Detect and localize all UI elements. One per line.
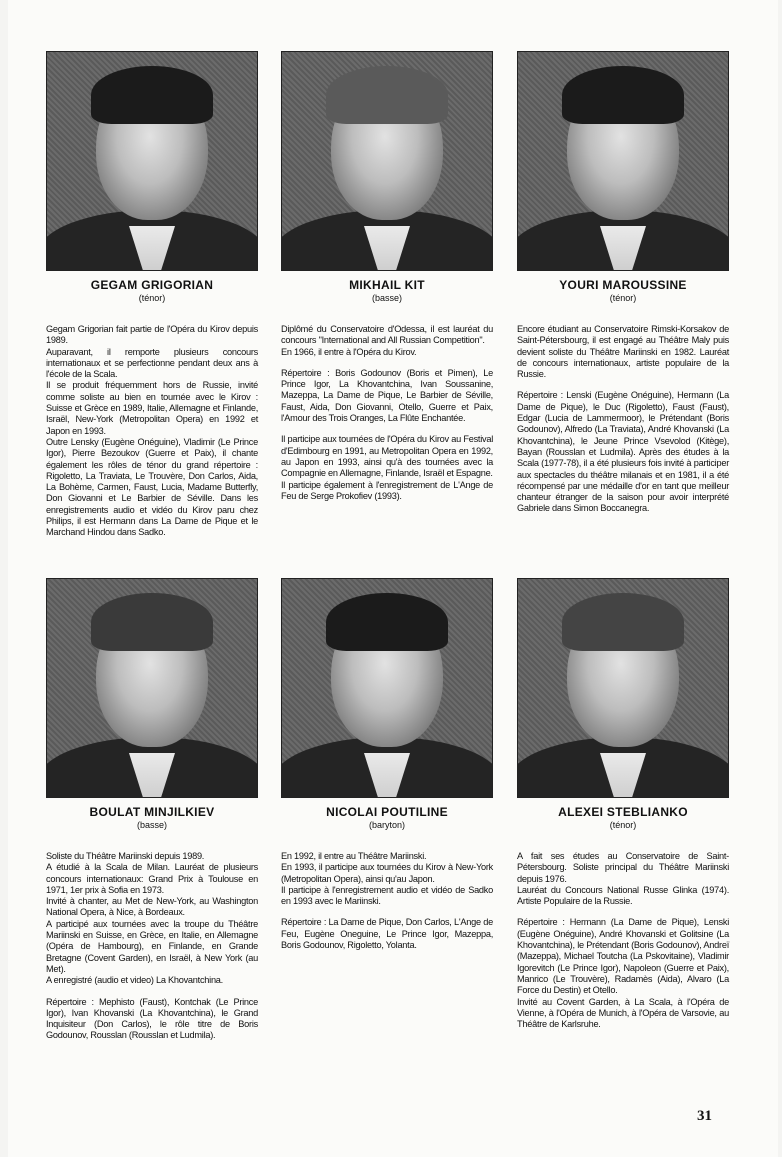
artist-card-minjilkiev — [46, 578, 258, 1042]
artist-card-grigorian — [46, 51, 258, 539]
portrait-photo — [517, 51, 729, 271]
bio-paragraph: En 1966, il entre à l'Opéra du Kirov. — [281, 346, 417, 357]
portrait-photo — [46, 578, 258, 798]
bio-paragraph: Invité au Covent Garden, à La Scala, à l'Opéra de Vienne, à l'Opéra de Munich, à l'Opéra de Varsovie, au Théâtre de Karlsruhe. — [517, 996, 729, 1030]
bio-paragraph: Répertoire : Boris Godounov (Boris et Pimen), Le Prince Igor, La Khovantchina, Ivan Soussanine, Mazeppa, La Dame de Pique, Le Barbier de Séville, Faust, Aida, Don Giovanni, Otello, Guerre et Paix, l'Amour des Trois Oranges, La Flûte Enchantée. — [281, 367, 493, 424]
portrait-photo — [281, 578, 493, 798]
artist-name: GEGAM GRIGORIAN — [90, 278, 214, 292]
artist-name: BOULAT MINJILKIEV — [89, 805, 215, 819]
voice-type: (ténor) — [138, 293, 166, 303]
artist-name: ALEXEI STEBLIANKO — [558, 805, 688, 819]
bio-paragraph: Répertoire : Hermann (La Dame de Pique), Lenski (Eugène Onéguine), André Khovanski et Golitsine (La Khovantchina), le Prétendant (Boris Godounov), Andreï (Mazeppa), Michael Toutcha (La Pskovitaine), Vladimir Igorevitch (Le Prince Igor), Napoleon (Guerre et Paix), Manrico (Le Trouvère), Radamès (Aida), Alvaro (La Force du Destin) et Otello. — [517, 917, 729, 996]
bio-paragraph: Répertoire : Mephisto (Faust), Kontchak (Le Prince Igor), Ivan Khovanski (La Khovantchina), le Grand Inquisiteur (Don Carlos), le rôle titre de Boris Godounov, Rousslan (Rousslan et Ludmila). — [46, 996, 258, 1041]
bio-paragraph: Répertoire : La Dame de Pique, Don Carlos, L'Ange de Feu, Eugène Oneguine, Le Prince Igor, Mazeppa, Boris Godounov, Rigoletto, Yolanta. — [281, 917, 493, 951]
voice-type: (baryton) — [368, 820, 405, 830]
artist-bio — [281, 324, 493, 502]
artist-bio — [281, 851, 493, 951]
bio-paragraph: Répertoire : Lenski (Eugène Onéguine), Hermann (La Dame de Pique), le Duc (Rigoletto), Faust (Faust), Edgar (Lucia de Lammermoor), le Prétendant (Boris Godounov), Alfredo (La Traviata), André Khovanski (La Khovantchina), le Jeune Prince Vsevolod (Kitège), Bayan (Rousslan et Ludmila). Après des études à la Scala (1977-78), il a été plusieurs fois invité à participer aux spectacles du théâtre milanais et en 1981, il a été récompensé par une médaille d'or en tant que meilleur chanteur étranger de la saison pour avoir interprété Gabriele dans Simon Boccanegra. — [517, 390, 729, 514]
portrait-photo — [281, 51, 493, 271]
artist-name: YOURI MAROUSSINE — [559, 278, 687, 292]
page-number: 31 — [697, 1108, 712, 1124]
artist-bio — [517, 851, 729, 1030]
artist-name: MIKHAIL KIT — [349, 278, 425, 292]
voice-type: (ténor) — [609, 293, 637, 303]
bio-paragraph: Auparavant, il remporte plusieurs concours internationaux et se perfectionne pendant deux ans à l'école de la Scala. — [46, 346, 258, 380]
bio-paragraph: Gegam Grigorian fait partie de l'Opéra du Kirov depuis 1989. — [46, 324, 258, 346]
artist-bio — [46, 324, 258, 539]
bio-paragraph: A enregistré (audio et video) La Khovantchina. — [46, 975, 223, 986]
artist-bio — [46, 851, 258, 1042]
artist-card-maroussine — [517, 51, 729, 515]
bio-paragraph: Diplômé du Conservatoire d'Odessa, il est lauréat du concours "International and All Russian Competition". — [281, 324, 493, 346]
bio-paragraph: Il se produit fréquemment hors de Russie, invité comme soliste au bien en tournée avec le Kirov : Suisse et Grèce en 1989, Italie, Allemagne et Finlande, Israël, New-York (Metropolitan Opera) en 1992 et Japon en 1993. — [46, 380, 258, 436]
bio-paragraph: En 1992, il entre au Théâtre Mariinski. — [281, 851, 427, 861]
artist-bio — [517, 324, 729, 515]
bio-paragraph: A fait ses études au Conservatoire de Saint-Pétersbourg. Soliste principal du Théâtre Mariinski depuis 1976. — [517, 851, 729, 884]
bio-paragraph: A étudié à la Scala de Milan. Lauréat de plusieurs concours internationaux: Grand Prix à Toulouse en 1971, 1er prix à Sofia en 1973. — [46, 862, 258, 895]
bio-paragraph: A participé aux tournées avec la troupe du Théâtre Mariinski en Suisse, en Grèce, en Italie, en Allemagne (Opéra de Hambourg), en Finlande, en Grande Bretagne (Covent Garden), en Israël, à New York (au Met). — [46, 918, 258, 974]
bio-paragraph: Il participe également à l'enregistrement de L'Ange de Feu de Serge Prokofiev (1993). — [281, 479, 493, 501]
bio-paragraph: Lauréat du Concours National Russe Glinka (1974). Artiste Populaire de la Russie. — [517, 884, 729, 907]
voice-type: (ténor) — [609, 820, 637, 830]
bio-paragraph: Invité à chanter, au Met de New-York, au Washington National Opera, à Nice, à Bordeaux. — [46, 896, 258, 918]
portrait-photo — [46, 51, 258, 271]
bio-paragraph: Il participe aux tournées de l'Opéra du Kirov au Festival d'Edimbourg en 1991, au Metropolitan Opera en 1992, au Japon en 1993, ainsi qu'à des tournées avec la Compagnie en Allemagne, Finlande, Israël et Espagne. — [281, 434, 493, 479]
bio-paragraph: Encore étudiant au Conservatoire Rimski-Korsakov de Saint-Pétersbourg, il est engagé au Théâtre Maly puis devient soliste du Théâtre Mariinski en 1982. Lauréat de concours internationaux, artiste populaire de la Russie. — [517, 324, 729, 380]
voice-type: (basse) — [371, 293, 402, 303]
voice-type: (basse) — [136, 820, 167, 830]
bio-paragraph: Il participe à l'enregistrement audio et vidéo de Sadko en 1993 avec le Mariinski. — [281, 884, 493, 907]
bio-paragraph: En 1993, il participe aux tournées du Kirov à New-York (Metropolitan Opera), ainsi qu'au Japon. — [281, 862, 493, 884]
artist-name: NICOLAI POUTILINE — [326, 805, 448, 819]
bio-paragraph: Soliste du Théâtre Mariinski depuis 1989. — [46, 851, 205, 861]
portrait-photo — [517, 578, 729, 798]
artist-card-poutiline — [281, 578, 493, 951]
artist-card-steblianko — [517, 578, 729, 1030]
bio-paragraph: Outre Lensky (Eugène Onéguine), Vladimir (Le Prince Igor), Pierre Bezoukov (Guerre et Paix), il chante également les rôles de ténor du grand répertoire : Rigoletto, La Traviata, Le Trouvère, Don Carlos, Aida, La Bohème, Carmen, Faust, Lucia, Madame Butterfly, Don Giovanni et Le Barbier de Séville. Dans les enregistrements audio et vidéo du Kirov paru chez Philips, il est Hermann dans La Dame de Pique et le Marchand Hindou dans Sadko. — [46, 436, 258, 538]
artist-card-kit — [281, 51, 493, 502]
